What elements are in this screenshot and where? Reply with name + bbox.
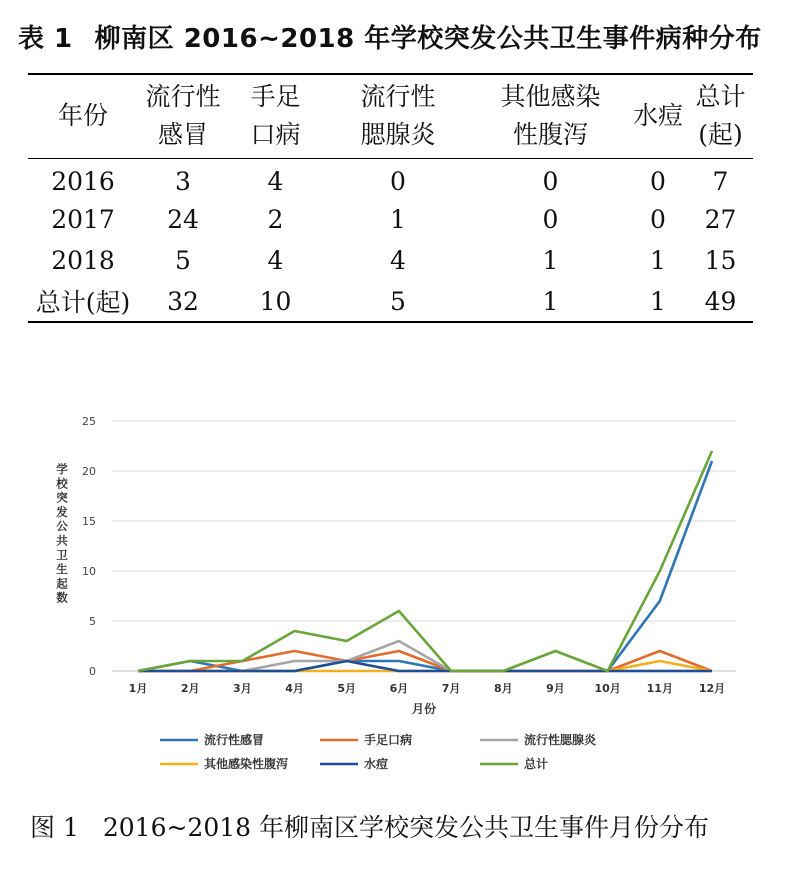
- x-axis-title: 月份: [411, 702, 437, 716]
- table-caption: [18, 18, 778, 55]
- table-row: [28, 240, 753, 281]
- column-header: [473, 74, 628, 158]
- legend-label: 手足口病: [364, 733, 413, 747]
- table-cell: 1: [542, 286, 559, 316]
- table-cell: 4: [267, 246, 284, 275]
- column-header-text: 手足: [250, 82, 301, 112]
- line-chart-svg: [0, 395, 800, 790]
- table-cell: 总计(起): [35, 288, 131, 317]
- table-row: [28, 158, 753, 199]
- table-cell: 0: [650, 205, 666, 234]
- column-header-text: 口病: [250, 120, 301, 150]
- legend-label: 水痘: [364, 757, 389, 771]
- table-cell: 4: [267, 167, 284, 197]
- header-row: [28, 74, 753, 158]
- x-tick-label: 4月: [285, 682, 304, 695]
- x-tick-label: 9月: [546, 682, 565, 695]
- table-body: [28, 158, 753, 322]
- table-cell: 1: [650, 286, 666, 316]
- table-cell: 3: [175, 167, 191, 197]
- y-tick-label: 15: [82, 515, 96, 528]
- column-header-text: 腮腺炎: [360, 120, 436, 150]
- column-header-text: 性腹泻: [512, 120, 588, 150]
- column-header-text: 水痘: [632, 101, 683, 131]
- table-cell: 49: [704, 286, 737, 316]
- disease-distribution-table: [28, 73, 753, 323]
- x-tick-label: 2月: [180, 682, 200, 695]
- table-cell: 10: [259, 286, 292, 316]
- figure-caption: [30, 808, 790, 844]
- table-cell: 32: [167, 286, 199, 316]
- table-cell: 2: [267, 205, 284, 234]
- table-cell: 0: [650, 167, 666, 197]
- x-tick-label: 10月: [594, 682, 621, 695]
- column-header: [228, 74, 323, 158]
- x-tick-label: 7月: [441, 682, 461, 695]
- table-cell: 0: [542, 167, 559, 197]
- y-axis-title: 学校突发公共卫生起数: [56, 462, 68, 605]
- column-header-text: 感冒: [157, 120, 208, 150]
- column-header-text: (起): [698, 120, 743, 150]
- legend-label: 流行性感冒: [204, 733, 265, 747]
- x-tick-label: 5月: [337, 682, 357, 695]
- figure-title: 2016~2018 年柳南区学校突发公共卫生事件月份分布: [102, 813, 710, 842]
- table-header: [28, 74, 753, 158]
- table-cell: 1: [650, 246, 666, 275]
- table-cell: 2017: [51, 205, 115, 234]
- table-cell: 1: [542, 246, 559, 275]
- monthly-distribution-chart: [0, 395, 800, 790]
- x-tick-label: 3月: [233, 682, 252, 695]
- table-cell: 5: [175, 246, 191, 275]
- table-cell: 0: [542, 205, 559, 234]
- table-cell: 2018: [51, 246, 115, 275]
- y-tick-label: 10: [82, 565, 96, 578]
- table-cell: 5: [390, 286, 406, 316]
- table-cell: 27: [704, 205, 737, 234]
- x-tick-label: 1月: [128, 682, 148, 695]
- y-tick-label: 25: [82, 415, 96, 428]
- legend-label: 总计: [524, 757, 549, 771]
- column-header-text: 其他感染: [500, 82, 601, 112]
- table-cell: 4: [390, 246, 406, 275]
- y-tick-label: 0: [89, 665, 96, 678]
- table-label: 表 1: [18, 24, 73, 54]
- column-header-text: 总计: [695, 82, 746, 112]
- legend-label: 其他感染性腹泻: [204, 757, 289, 771]
- x-tick-label: 6月: [389, 682, 409, 695]
- table-cell: 1: [390, 205, 406, 234]
- x-tick-label: 8月: [493, 682, 513, 695]
- y-tick-label: 20: [82, 465, 96, 478]
- table-cell: 0: [390, 167, 406, 197]
- table-row: [28, 199, 753, 240]
- table-cell: 15: [704, 246, 737, 275]
- column-header: [28, 74, 138, 158]
- y-tick-label: 5: [89, 615, 96, 628]
- table-row: [28, 281, 753, 322]
- column-header: [323, 74, 473, 158]
- x-tick-label: 11月: [646, 682, 673, 695]
- column-header-text: 流行性: [145, 82, 221, 112]
- table-title: 柳南区 2016~2018 年学校突发公共卫生事件病种分布: [94, 24, 762, 54]
- figure-label: 图 1: [30, 813, 79, 842]
- column-header: [688, 74, 753, 158]
- table-cell: 2016: [51, 167, 115, 197]
- table-cell: 24: [167, 205, 199, 234]
- column-header: [628, 74, 688, 158]
- x-tick-label: 12月: [698, 682, 726, 695]
- column-header: [138, 74, 228, 158]
- column-header-text: 年份: [57, 101, 108, 131]
- column-header-text: 流行性: [360, 82, 436, 112]
- legend-label: 流行性腮腺炎: [524, 733, 597, 747]
- series-line: [138, 451, 712, 671]
- table-cell: 7: [712, 167, 729, 197]
